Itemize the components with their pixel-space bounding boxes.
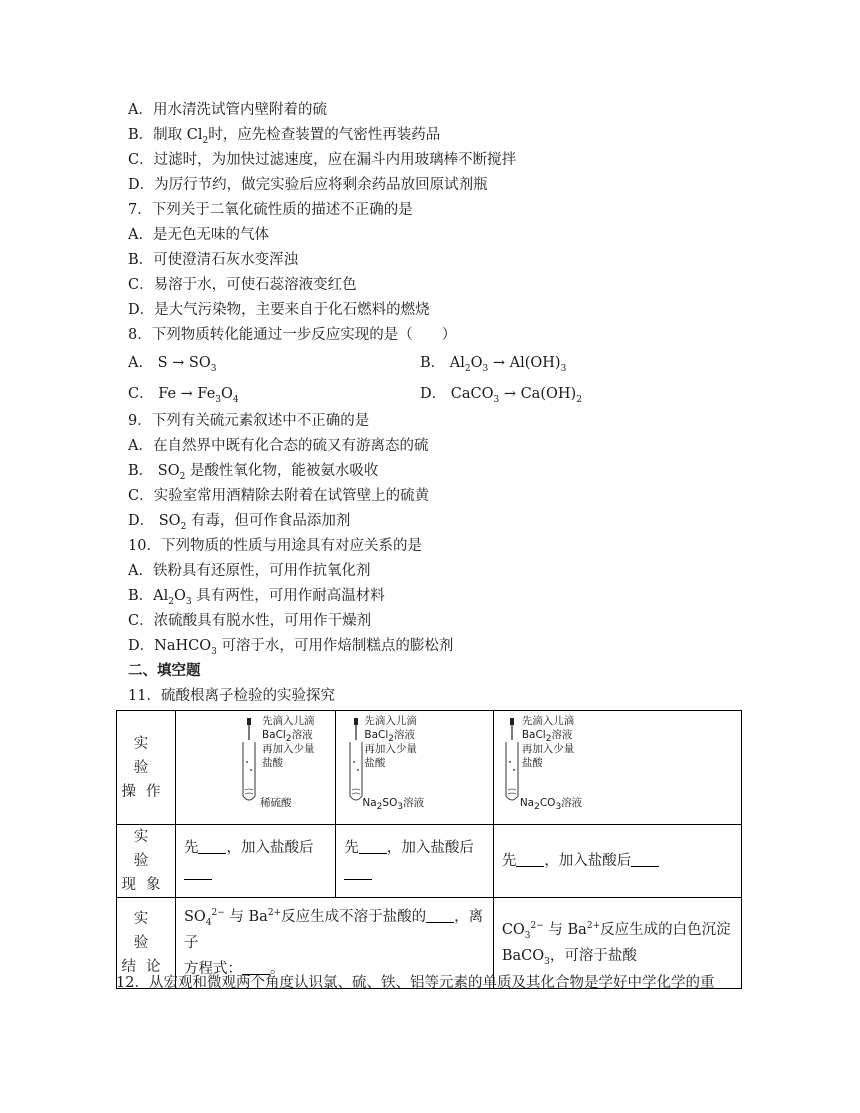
phenomenon-cell-3: 先 ，加入盐酸后 <box>493 825 741 898</box>
fig-line-4: 盐酸 <box>261 756 283 769</box>
fig-line-2: BaCl$_2$溶液 <box>521 728 573 744</box>
figure-cell-2 <box>336 711 493 825</box>
q8-option-a: A． $S \to SO_3$ <box>128 355 217 374</box>
q7-option-b: B．可使澄清石灰水变浑浊 <box>128 252 299 268</box>
q8-option-b: B． $Al_2O_3 \to Al(OH)_3$ <box>420 355 567 374</box>
section-heading: 二、填空题 <box>128 662 201 679</box>
answer-blank[interactable] <box>516 852 544 867</box>
test-tube-figure <box>176 712 335 824</box>
solution-label-1: 稀硫酸 <box>259 796 292 809</box>
q7-option-d: D．是大气污染物，主要来自于化石燃料的燃烧 <box>128 302 430 318</box>
answer-blank[interactable] <box>359 839 387 854</box>
row-header-phenomenon: 实 验 现象 <box>117 825 176 898</box>
q10-option-b: B．$Al_2O_3$ 具有两性，可用作耐高温材料 <box>128 588 385 607</box>
fig-line-2: BaCl$_2$溶液 <box>261 728 313 744</box>
q12-stem: 12．从宏观和微观两个角度认识氯、硫、铁、铝等元素的单质及其化合物是学好中学化学的重 <box>116 975 715 991</box>
fig-line-1: 先滴入儿滴 <box>521 714 575 727</box>
answer-blank[interactable] <box>631 852 659 867</box>
fig-line-3: 再加入少量 <box>364 742 417 755</box>
q7-option-c: C．易溶于水，可使石蕊溶液变红色 <box>128 277 357 293</box>
fig-line-4: 盐酸 <box>521 756 543 769</box>
experiment-table <box>116 710 742 989</box>
answer-blank[interactable] <box>184 865 212 880</box>
q8-stem: 8．下列物质转化能通过一步反应实现的是（ ） <box>128 327 457 343</box>
row-header-operation: 实 验 操作 <box>117 711 176 825</box>
q6-option-c: C．过滤时，为加快过滤速度，应在漏斗内用玻璃棒不断搅拌 <box>128 152 517 168</box>
figure-cell-1 <box>175 711 335 825</box>
q7-stem: 7．下列关于二氧化硫性质的描述不正确的是 <box>128 202 413 218</box>
q10-option-d: D．NaHCO$_3$ 可溶于水，可用作焙制糕点的膨松剂 <box>128 638 454 657</box>
fig-line-4: 盐酸 <box>364 756 386 769</box>
q9-option-c: C．实验室常用酒精除去附着在试管壁上的硫黄 <box>128 488 430 504</box>
fig-line-1: 先滴入儿滴 <box>261 714 315 727</box>
answer-blank[interactable] <box>426 908 454 923</box>
phenomenon-cell-2: 先 ，加入盐酸后 <box>336 825 493 898</box>
q8-option-c: C． $Fe \to Fe_3O_4$ <box>128 386 239 405</box>
phenomenon-cell-1: 先 ，加入盐酸后 <box>175 825 335 898</box>
conclusion-cell-2: $CO_3^{2-}$ 与 $Ba^{2+}$反应生成的白色沉淀 BaCO$_3$，可溶于盐酸 <box>493 898 741 989</box>
figure-cell-3 <box>493 711 741 825</box>
fig-line-1: 先滴入儿滴 <box>364 714 417 727</box>
solution-label-2: $Na_2SO_3$溶液 <box>362 796 425 812</box>
q6-option-a: A．用水清洗试管内壁附着的硫 <box>128 102 327 118</box>
q6-option-d: D．为厉行节约，做完实验后应将剩余药品放回原试剂瓶 <box>128 177 488 193</box>
table-row-operation <box>117 711 742 825</box>
conclusion-cell-1: $SO_4^{2-}$ 与 $Ba^{2+}$反应生成不溶于盐酸的 ，离子 方程式： 。 <box>175 898 493 989</box>
q7-option-a: A．是无色无味的气体 <box>128 227 269 243</box>
row-header-conclusion: 实 验 结论 <box>117 898 176 989</box>
solution-label-3: $Na_2CO_3$溶液 <box>519 796 583 812</box>
q11-stem: 11．硫酸根离子检验的实验探究 <box>128 688 335 704</box>
fig-line-3: 再加入少量 <box>521 742 575 755</box>
q6-option-b: B．制取 $Cl_2$时，应先检查装置的气密性再装药品 <box>128 127 441 146</box>
q9-option-b: B． $SO_2$ 是酸性氧化物，能被氨水吸收 <box>128 463 379 482</box>
answer-blank[interactable] <box>198 839 226 854</box>
test-tube-figure <box>494 712 741 824</box>
q8-option-d: D． CaCO$_3$ → $Ca(OH)_2$ <box>420 386 582 405</box>
q9-stem: 9．下列有关硫元素叙述中不正确的是 <box>128 413 370 429</box>
q10-option-a: A．铁粉具有还原性，可用作抗氧化剂 <box>128 563 371 579</box>
fig-line-2: BaCl$_2$溶液 <box>364 728 415 744</box>
q10-option-c: C．浓硫酸具有脱水性，可用作干燥剂 <box>128 613 372 629</box>
answer-blank[interactable] <box>344 865 372 880</box>
test-tube-figure <box>336 712 492 824</box>
table-row-phenomenon <box>117 825 742 898</box>
q9-option-d: D． $SO_2$ 有毒，但可作食品添加剂 <box>128 513 351 532</box>
q9-option-a: A．在自然界中既有化合态的硫又有游离态的硫 <box>128 438 429 454</box>
fig-line-3: 再加入少量 <box>261 742 315 755</box>
q10-stem: 10．下列物质的性质与用途具有对应关系的是 <box>128 538 422 554</box>
